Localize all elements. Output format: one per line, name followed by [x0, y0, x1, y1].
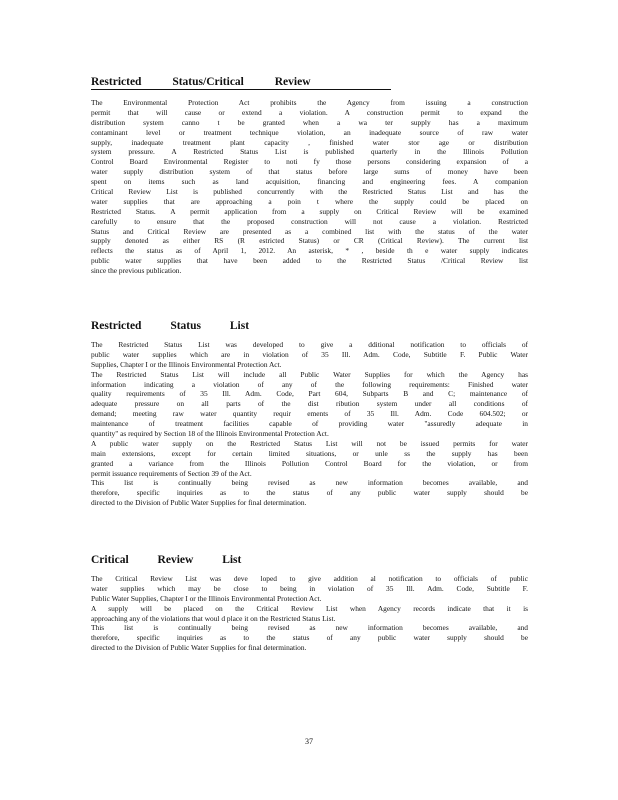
text-line: Restricted Status. A permit application from a supply on Critical Review will be examined — [91, 206, 528, 216]
text-line: Critical Review List is published concurrently with the Restricted Status List and has the — [91, 187, 528, 197]
text-line: reflects the status as of April 1, 2012. An asterisk, * , beside th e water supply indicates — [91, 246, 528, 256]
text-line: permit that will cause or extend a violation. A construction permit to expand the — [91, 107, 528, 117]
text-line: permit issuance requirements of Section 39 of the Act. — [91, 468, 252, 478]
text-line: main extensions, except for certain limited situations, or unle ss the supply has been — [91, 448, 528, 458]
text-line: This list is continually being revised as new information becomes available, and — [91, 478, 528, 488]
restricted-status-body — [91, 340, 528, 508]
text-line: quantity" as required by Section 18 of the Illinois Environmental Protection Act. — [91, 429, 329, 439]
text-line: Public Water Supplies, Chapter I or the Illinois Environmental Protection Act. — [91, 593, 322, 603]
text-line: The Restricted Status List was developed to give a dditional notification to officials of — [91, 340, 528, 349]
text-line: approaching any of the violations that woul d place it on the Restricted Status List. — [91, 613, 336, 623]
text-line: quality requirements of 35 Ill. Adm. Code, Part 604, Subparts B and C; maintenance of — [91, 389, 528, 399]
text-line: A supply will be placed on the Critical Review List when Agency records indicate that it is — [91, 603, 528, 613]
section-heading-restricted-status: Restricted Status List — [91, 320, 250, 332]
text-line: water supply distribution system of that status before large sums of money have been — [91, 167, 528, 177]
text-line: public water supplies that have been added to the Restricted Status /Critical Review list — [91, 256, 528, 266]
text-line: The Restricted Status List will include all Public Water Supplies for which the Agency has — [91, 369, 528, 379]
intro-paragraph — [91, 98, 528, 276]
text-line: water supplies which may be close to being in violation of 35 Ill. Adm. Code, Subtitle F. — [91, 583, 528, 593]
text-line: The Critical Review List was deve loped to give addition al notification to officials of public — [91, 574, 528, 583]
page-title: Restricted Status/Critical Review — [91, 76, 391, 90]
text-line: carefully to ensure that the proposed construction will not cause a violation. Restricted — [91, 216, 528, 226]
text-line: demand; meeting raw water quantity requir ements of 35 Ill. Adm. Code 604.502; or — [91, 409, 528, 419]
text-line: Supplies, Chapter I or the Illinois Environmental Protection Act. — [91, 359, 282, 369]
text-line: therefore, specific inquiries as to the status of any public water supply should be — [91, 633, 528, 643]
text-line: system pressure. A Restricted Status List is published quarterly in the Illinois Pollution — [91, 147, 528, 157]
text-line: Control Board Environmental Register to noti fy those persons considering expansion of a — [91, 157, 528, 167]
text-line: spent on items such as land acquisition, financing and engineering fees. A companion — [91, 177, 528, 187]
text-line: water supplies that are approaching a poin t where the supply could be placed on — [91, 196, 528, 206]
section-heading-critical-review: Critical Review List — [91, 554, 242, 566]
text-line: supply, inadequate treatment plant capacity , finished water stor age or distribution — [91, 137, 528, 147]
text-line: This list is continually being revised as new information becomes available, and — [91, 623, 528, 633]
text-line: maintenance of treatment facilities capable of providing water "assuredly adequate in — [91, 419, 528, 429]
text-line: distribution system canno t be granted when a wa ter supply has a maximum — [91, 117, 528, 127]
text-line: directed to the Division of Public Water Supplies for final determination. — [91, 498, 307, 508]
text-line: supply denoted as either RS (R estricted Status) or CR (Critical Review). The current list — [91, 236, 528, 246]
text-line: granted a variance from the Illinois Pollution Control Board for the violation, or from — [91, 458, 528, 468]
text-line: directed to the Division of Public Water Supplies for final determination. — [91, 643, 307, 653]
text-line: adequate pressure on all parts of the dist ribution system under all conditions of — [91, 399, 528, 409]
text-line: since the previous publication. — [91, 266, 182, 276]
text-line: The Environmental Protection Act prohibits the Agency from issuing a construction — [91, 98, 528, 107]
text-line: public water supplies which are in violation of 35 Ill. Adm. Code, Subtitle F. Public Water — [91, 349, 528, 359]
text-line: A public water supply on the Restricted Status List will not be issued permits for water — [91, 438, 528, 448]
text-line: information indicating a violation of any of the following requirements: Finished water — [91, 379, 528, 389]
text-line: Status and Critical Review are presented as a combined list with the status of the water — [91, 226, 528, 236]
page-number: 37 — [305, 737, 313, 746]
text-line: therefore, specific inquiries as to the status of any public water supply should be — [91, 488, 528, 498]
text-line: contaminant level or treatment technique violation, an inadequate source of raw water — [91, 127, 528, 137]
critical-review-body — [91, 574, 528, 653]
